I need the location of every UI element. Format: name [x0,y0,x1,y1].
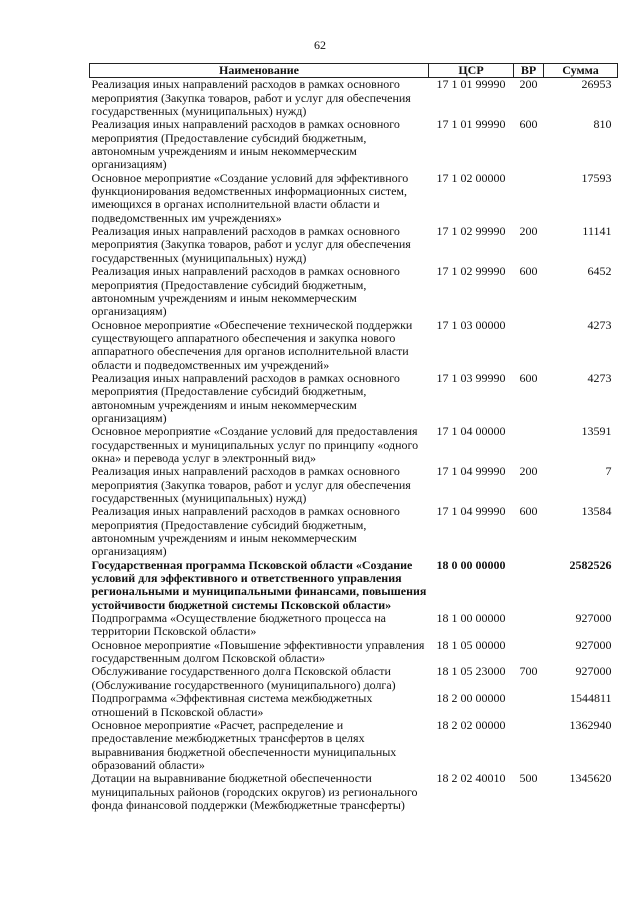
budget-table [89,63,618,812]
cell-name: Реализация иных направлений расходов в рамках основного мероприятия (Закупка товаров, работ и услуг для обеспечения государственных (муниципальных) нужд) [91,224,411,265]
cell-csr: 17 1 02 99990 [436,224,506,239]
table-row [90,665,618,692]
cell-csr: 17 1 02 99990 [436,264,506,279]
cell-name: Реализация иных направлений расходов в рамках основного мероприятия (Предоставление субсидий бюджетным, автономным учреждениям и иным некоммерческим организациям) [91,117,400,172]
cell-csr: 18 2 02 40010 [436,771,506,786]
table-row [90,372,618,425]
table-row [90,172,618,225]
cell-name: Дотации на выравнивание бюджетной обеспеченности муниципальных районов (городских округов) из регионального фонда финансовой поддержки (Межбюджетные трансферты) [91,771,418,812]
cell-sum: 13591 [581,424,612,439]
cell-csr: 18 2 00 00000 [436,691,506,706]
table-row [90,612,618,639]
cell-vr [514,639,544,666]
cell-sum: 1362940 [569,717,612,732]
cell-name: Государственная программа Псковской области «Создание условий для эффективного и ответственного управления региональными и муниципальными финансами, повышения устойчивости бюджетной системы Псковской области» [91,557,427,612]
cell-csr: 17 1 03 99990 [436,370,506,385]
cell-name: Реализация иных направлений расходов в рамках основного мероприятия (Предоставление субсидий бюджетным, автономным учреждениям и иным некоммерческим организациям) [91,370,400,425]
cell-csr: 17 1 04 00000 [436,424,506,439]
cell-name: Реализация иных направлений расходов в рамках основного мероприятия (Предоставление субсидий бюджетным, автономным учреждениям и иным некоммерческим организациям) [91,504,400,559]
cell-name: Подпрограмма «Эффективная система межбюджетных отношений в Псковской области» [91,691,373,719]
table-row [90,772,618,812]
cell-vr [514,692,544,719]
cell-sum: 26953 [581,77,612,92]
cell-sum: 4273 [587,370,612,385]
cell-vr [514,612,544,639]
cell-name: Основное мероприятие «Расчет, распределение и предоставление межбюджетных трансфертов в целях выравнивания бюджетной обеспеченности муниципальных образований области» [91,717,397,772]
table-row [90,265,618,318]
header-name: Наименование [90,64,429,78]
cell-csr: 17 1 02 00000 [436,170,506,185]
cell-vr: 600 [519,117,538,132]
cell-vr [514,719,544,772]
cell-csr: 18 1 05 00000 [436,637,506,652]
header-csr: ЦСР [429,64,514,78]
cell-sum: 1345620 [569,771,612,786]
table-row [90,465,618,505]
cell-csr: 17 1 01 99990 [436,117,506,132]
cell-sum: 4273 [587,317,612,332]
cell-csr: 17 1 03 00000 [436,317,506,332]
table-row [90,118,618,171]
cell-name: Реализация иных направлений расходов в рамках основного мероприятия (Предоставление субсидий бюджетным, автономным учреждениям и иным некоммерческим организациям) [91,264,400,319]
cell-sum: 6452 [587,264,612,279]
cell-name: Реализация иных направлений расходов в рамках основного мероприятия (Закупка товаров, работ и услуг для обеспечения государственных (муниципальных) нужд) [91,77,411,119]
cell-vr [514,559,544,612]
cell-sum: 927000 [575,637,612,652]
cell-csr: 18 1 05 23000 [436,664,506,679]
cell-csr: 17 1 04 99990 [436,504,506,519]
cell-csr: 18 0 00 00000 [436,557,506,572]
cell-vr: 600 [519,264,538,279]
cell-vr [514,172,544,225]
cell-vr: 500 [519,771,538,786]
cell-name: Подпрограмма «Осуществление бюджетного процесса на территории Псковской области» [91,611,386,639]
page-number: 62 [314,38,326,52]
cell-vr: 700 [519,664,538,679]
table-row [90,639,618,666]
cell-sum: 17593 [581,170,612,185]
cell-vr: 200 [519,224,538,239]
cell-sum: 7 [605,464,612,479]
table-header-row [90,64,618,78]
table-row [90,425,618,465]
cell-name: Основное мероприятие «Обеспечение технической поддержки существующего аппаратного обеспечения и закупка нового аппаратного обеспечения для органов исполнительной власти области и подведомственных им учреждений» [91,317,413,372]
cell-vr: 600 [519,504,538,519]
table-row [90,692,618,719]
cell-csr: 18 2 02 00000 [436,717,506,732]
cell-name: Обслуживание государственного долга Псковской области (Обслуживание государственного (муниципального) долга) [91,664,396,692]
table-row [90,559,618,612]
table-body [90,78,618,812]
cell-sum: 2582526 [569,557,612,572]
cell-sum: 927000 [575,664,612,679]
cell-vr: 600 [519,370,538,385]
table-row [90,505,618,558]
cell-csr: 17 1 04 99990 [436,464,506,479]
cell-sum: 810 [593,117,612,132]
header-vr: ВР [514,64,544,78]
cell-sum: 1544811 [569,691,612,706]
cell-sum: 927000 [575,611,612,626]
header-sum: Сумма [544,64,618,78]
cell-vr [514,425,544,465]
cell-csr: 18 1 00 00000 [436,611,506,626]
cell-sum: 11141 [582,224,612,239]
cell-csr: 17 1 01 99990 [436,77,506,92]
table-row [90,319,618,372]
cell-name: Основное мероприятие «Повышение эффективности управления государственным долгом Псковской области» [91,637,425,666]
table-row [90,78,618,119]
cell-name: Основное мероприятие «Создание условий для предоставления государственных и муниципальных услуг по принципу «одного окна» и перевода услуг в электронный вид» [91,424,419,465]
cell-vr: 200 [519,77,538,92]
cell-name: Основное мероприятие «Создание условий для эффективного функционирования ведомственных информационных систем, имеющихся в органах исполнительной власти области и подведомственных им учреждениях» [91,170,409,225]
cell-vr: 200 [519,464,538,479]
cell-name: Реализация иных направлений расходов в рамках основного мероприятия (Закупка товаров, работ и услуг для обеспечения государственных (муниципальных) нужд) [91,464,411,505]
cell-sum: 13584 [581,504,612,519]
table-row [90,719,618,772]
cell-vr [514,319,544,372]
table-row [90,225,618,265]
